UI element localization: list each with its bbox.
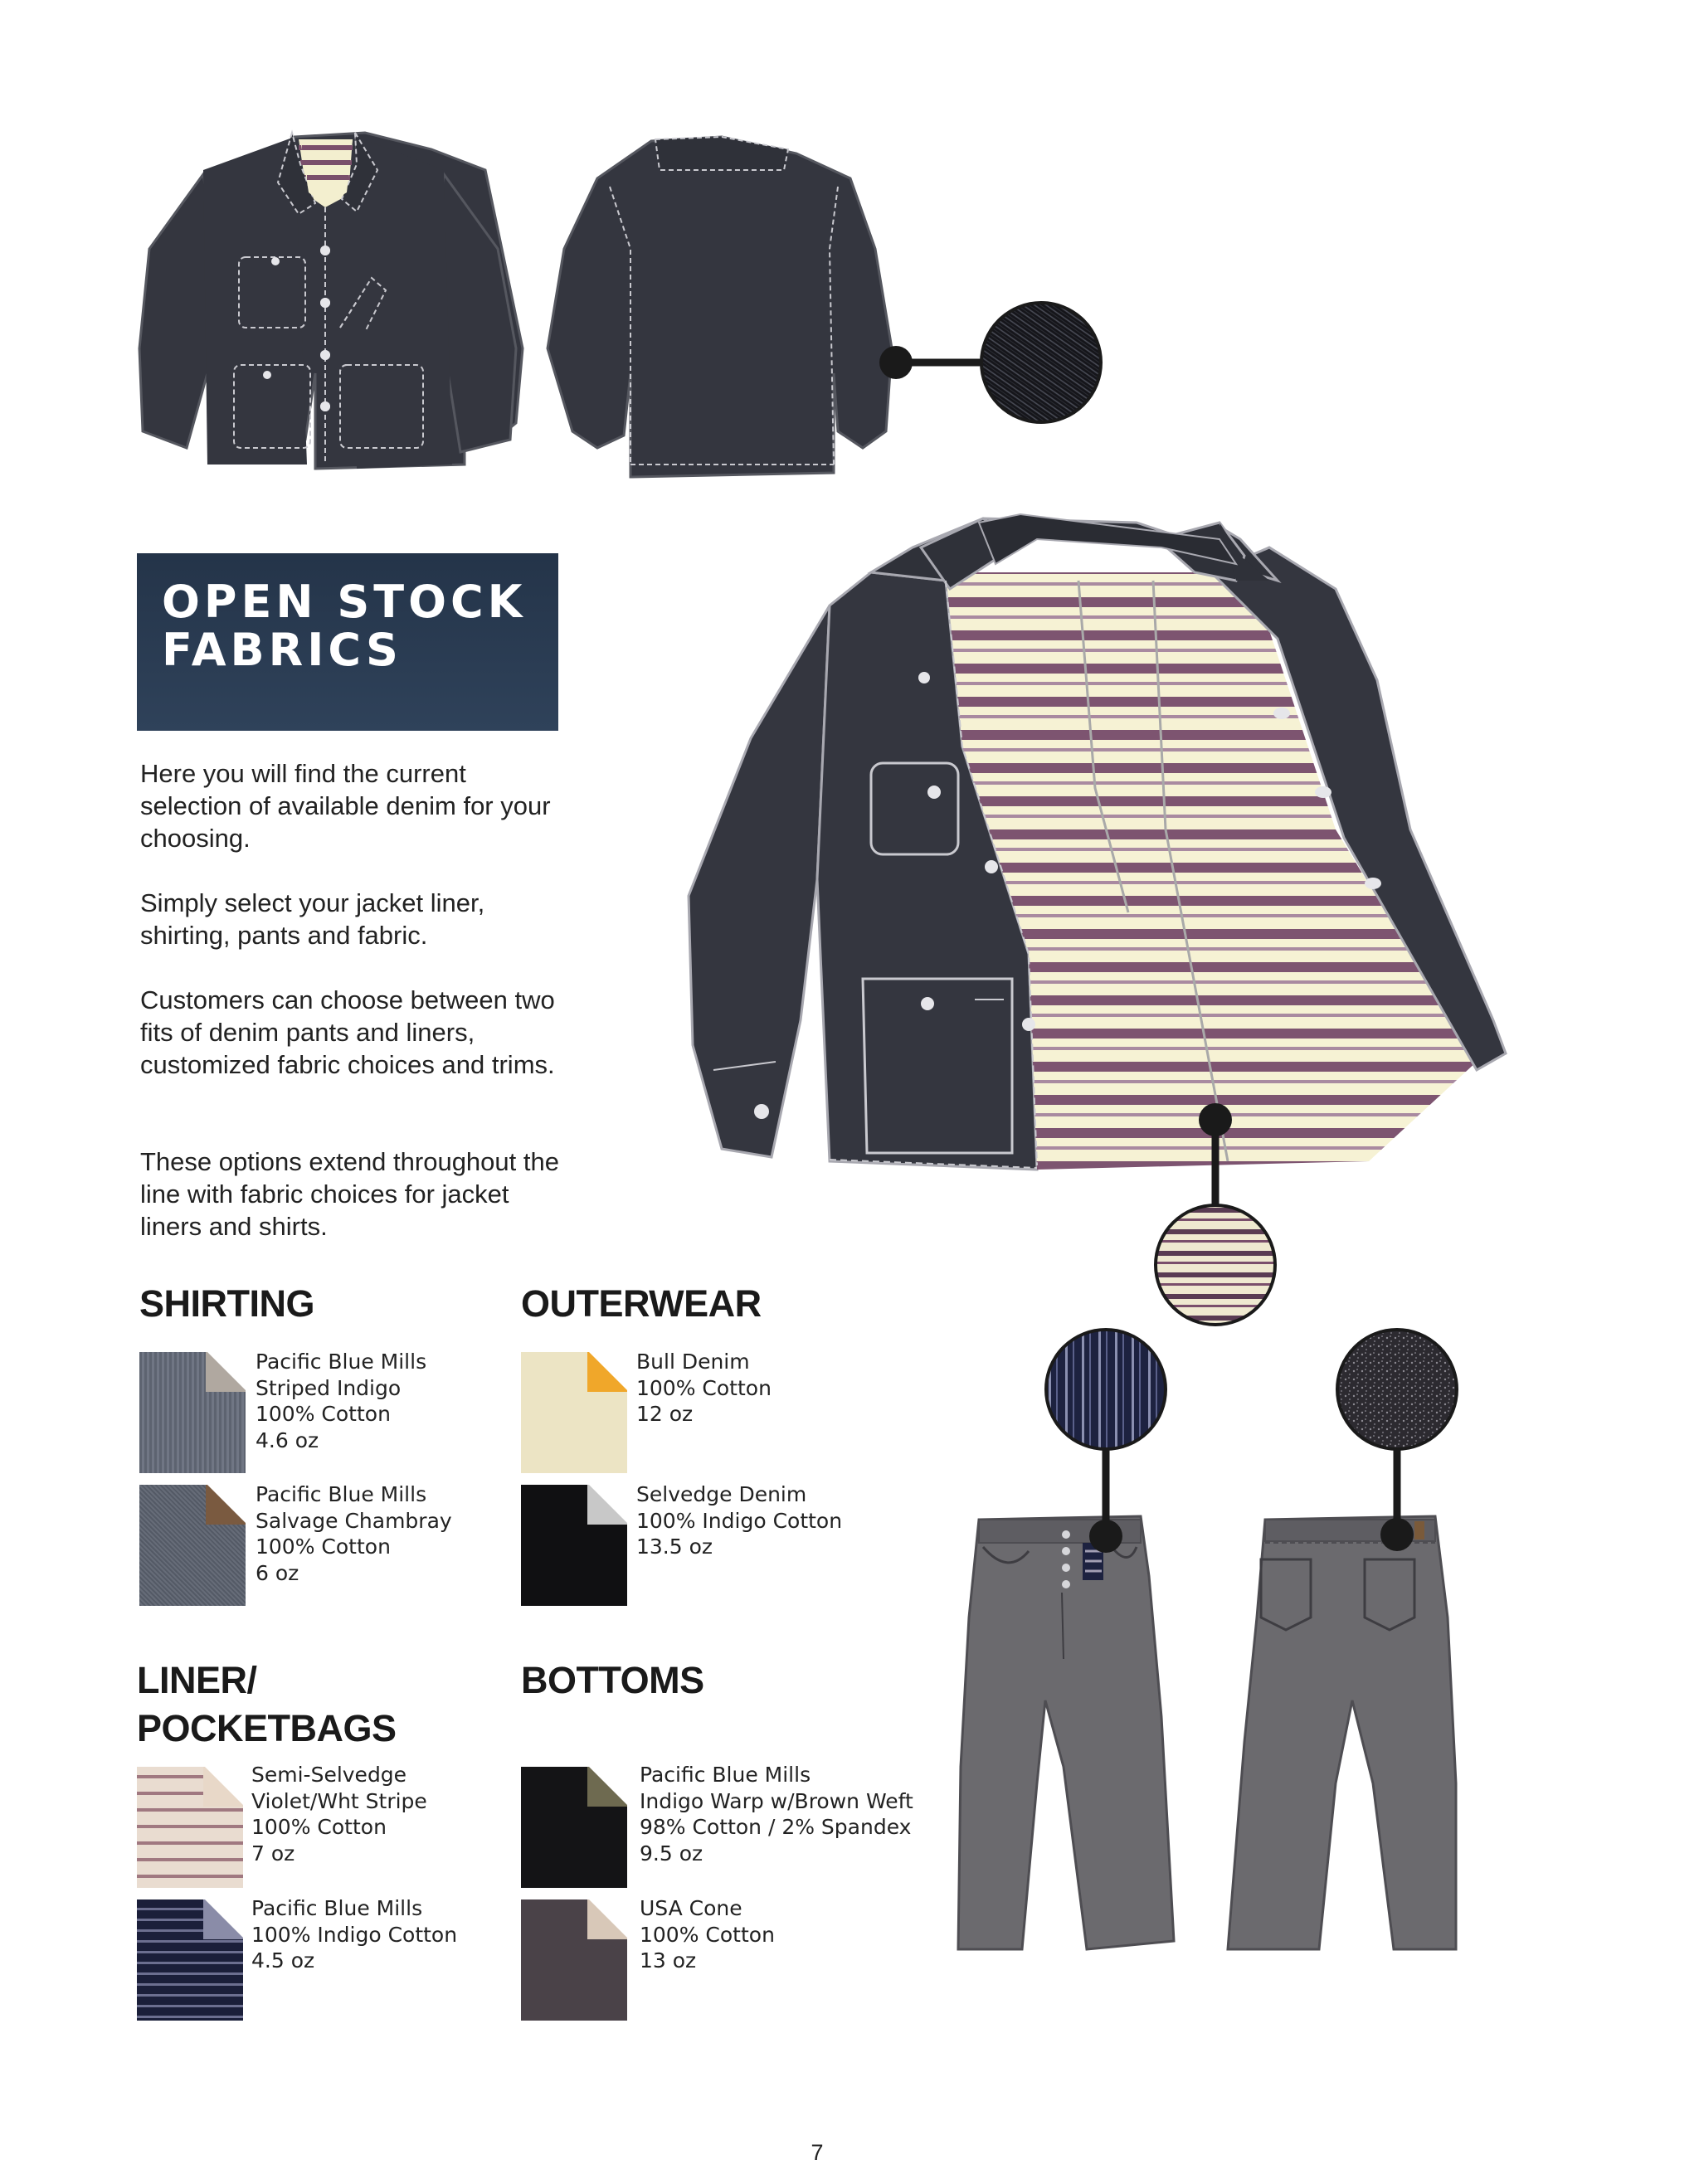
swatch-bull-denim xyxy=(521,1352,627,1473)
heading-outerwear: OUTERWEAR xyxy=(521,1282,762,1325)
intro-paragraph-2: Simply select your jacket liner, shirting, pants and fabric. xyxy=(140,888,485,950)
label-usa-cone: USA Cone 100% Cotton 13 oz xyxy=(640,1896,775,1972)
label-selvedge-denim: Selvedge Denim 100% Indigo Cotton 13.5 oz xyxy=(636,1482,843,1559)
heading-shirting: SHIRTING xyxy=(139,1282,315,1325)
swatch-indigo-warp-brown-weft xyxy=(521,1767,627,1888)
swatch-usa-cone xyxy=(521,1899,627,2021)
page-title: OPEN STOCK FABRICS xyxy=(162,576,527,676)
swatch-selvedge-denim xyxy=(521,1485,627,1606)
label-indigo-cotton: Pacific Blue Mills 100% Indigo Cotton 4.5 oz xyxy=(251,1896,458,1972)
heading-liner: LINER/ POCKETBAGS xyxy=(137,1659,397,1749)
label-salvage-chambray: Pacific Blue Mills Salvage Chambray 100% Cotton 6 oz xyxy=(256,1482,452,1585)
swatch-salvage-chambray xyxy=(139,1485,246,1606)
intro-paragraph-1: Here you will find the current selection of available denim for your choosing. xyxy=(140,759,551,853)
swatch-striped-indigo xyxy=(139,1352,246,1473)
label-striped-indigo: Pacific Blue Mills Striped Indigo 100% Cotton 4.6 oz xyxy=(256,1350,427,1452)
label-indigo-warp-brown-weft: Pacific Blue Mills Indigo Warp w/Brown Weft 98% Cotton / 2% Spandex 9.5 oz xyxy=(640,1763,913,1865)
swatch-violet-stripe xyxy=(137,1767,243,1888)
label-bull-denim: Bull Denim 100% Cotton 12 oz xyxy=(636,1350,772,1426)
heading-bottoms: BOTTOMS xyxy=(521,1659,704,1701)
page-number: 7 xyxy=(811,2140,824,2165)
intro-paragraph-4: These options extend throughout the line with fabric choices for jacket liners and shirts. xyxy=(140,1147,559,1241)
label-violet-stripe: Semi-Selvedge Violet/Wht Stripe 100% Cotton 7 oz xyxy=(251,1763,427,1865)
swatch-indigo-cotton xyxy=(137,1899,243,2021)
title-block xyxy=(137,553,558,731)
intro-paragraph-3: Customers can choose between two fits of denim pants and liners, customized fabric choices and trims. xyxy=(140,985,555,1079)
